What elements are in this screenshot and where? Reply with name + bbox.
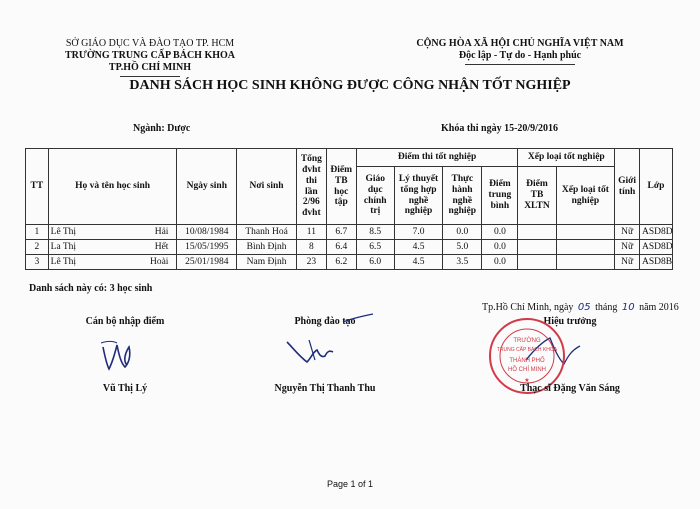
col-rank: Xếp loại tốt nghiệp (556, 167, 615, 225)
cell-politics: 6.0 (356, 255, 394, 270)
col-group-exam: Điểm thi tốt nghiệp (356, 149, 518, 167)
cell-avg: 0.0 (482, 240, 518, 255)
place-date (482, 302, 679, 313)
cell-rank (556, 240, 615, 255)
svg-text:TRUNG CẤP BÁCH KHOA: TRUNG CẤP BÁCH KHOA (496, 347, 558, 353)
cell-first-name: Hết (154, 241, 169, 252)
cell-credits: 11 (296, 225, 326, 240)
office-signature (283, 312, 378, 372)
cell-avg: 0.0 (482, 255, 518, 270)
cell-place: Thanh Hoá (237, 225, 297, 240)
cell-credits: 23 (296, 255, 326, 270)
org-line-3: TP.HỒ CHÍ MINH (108, 62, 192, 73)
exam-period: Khóa thi ngày 15-20/9/2016 (441, 123, 558, 134)
nation-line-2: Độc lập - Tự do - Hạnh phúc (458, 50, 582, 61)
org-line-2: TRƯỜNG TRUNG CẤP BÁCH KHOA (64, 50, 235, 61)
cell-dob: 25/01/1984 (177, 255, 237, 270)
cell-dob: 15/05/1995 (177, 240, 237, 255)
col-credits: Tổng đvht thi lần 2/96 đvht (296, 149, 326, 225)
col-gender: Giới tính (615, 149, 640, 225)
col-xltn: Điểm TB XLTN (518, 167, 556, 225)
col-practice: Thực hành nghề nghiệp (443, 167, 482, 225)
clerk-name: Vũ Thị Lý (102, 383, 148, 394)
cell-place: Bình Định (237, 240, 297, 255)
cell-place: Nam Định (237, 255, 297, 270)
nation-underline (465, 64, 575, 65)
cell-name (48, 225, 177, 240)
clerk-title: Cán bộ nhập điểm (85, 316, 165, 327)
cell-politics: 6.5 (356, 240, 394, 255)
page-title: DANH SÁCH HỌC SINH KHÔNG ĐƯỢC CÔNG NHẬN TỐT NGHIỆP (129, 78, 571, 93)
org-line-1: SỞ GIÁO DỤC VÀ ĐÀO TẠO TP. HCM (65, 38, 235, 49)
col-theory: Lý thuyết tổng hợp nghề nghiệp (394, 167, 442, 225)
office-name: Nguyễn Thị Thanh Thu (274, 383, 376, 394)
cell-tt: 2 (26, 240, 49, 255)
cell-rank (556, 255, 615, 270)
cell-xltn (518, 240, 556, 255)
cell-politics: 8.5 (356, 225, 394, 240)
col-group-rank: Xếp loại tốt nghiệp (518, 149, 615, 167)
major-label: Ngành: Dược (133, 123, 191, 134)
office-title: Phòng đào tạo (294, 316, 356, 327)
cell-tt: 3 (26, 255, 49, 270)
cell-gender: Nữ (615, 255, 640, 270)
svg-text:TRƯỜNG: TRƯỜNG (513, 338, 541, 344)
cell-last-name: La Thị (50, 241, 77, 252)
cell-rank (556, 225, 615, 240)
cell-name (48, 255, 177, 270)
col-name: Họ và tên học sinh (48, 149, 177, 225)
place-date-month-word: tháng (595, 302, 618, 313)
place-date-prefix: Tp.Hồ Chí Minh, ngày (482, 302, 574, 313)
cell-gpa: 6.7 (326, 225, 356, 240)
col-politics: Giáo dục chính trị (356, 167, 394, 225)
svg-text:THÀNH PHỐ: THÀNH PHỐ (509, 358, 545, 364)
cell-last-name: Lê Thị (50, 256, 77, 267)
cell-gender: Nữ (615, 240, 640, 255)
col-tt: TT (26, 149, 49, 225)
cell-name (48, 240, 177, 255)
cell-first-name: Hoài (149, 256, 169, 267)
col-dob: Ngày sinh (177, 149, 237, 225)
cell-theory: 4.5 (394, 240, 442, 255)
cell-class: ASD8D (639, 225, 672, 240)
cell-class: ASD8B (639, 255, 672, 270)
org-underline (120, 76, 180, 77)
cell-tt: 1 (26, 225, 49, 240)
cell-first-name: Hải (154, 226, 169, 237)
principal-name: Thạc sĩ Đặng Văn Sáng (520, 383, 620, 394)
col-class: Lớp (639, 149, 672, 225)
page-footer: Page 1 of 1 (326, 479, 374, 489)
results-table (25, 148, 673, 270)
svg-text:★: ★ (524, 378, 530, 384)
cell-practice: 0.0 (443, 225, 482, 240)
clerk-signature (95, 335, 140, 375)
summary-text: Danh sách này có: 3 học sinh (29, 283, 153, 294)
cell-dob: 10/08/1984 (177, 225, 237, 240)
cell-xltn (518, 225, 556, 240)
cell-xltn (518, 255, 556, 270)
col-gpa: Điểm TB học tập (326, 149, 356, 225)
cell-practice: 5.0 (443, 240, 482, 255)
cell-theory: 7.0 (394, 225, 442, 240)
cell-gpa: 6.2 (326, 255, 356, 270)
place-date-year: năm 2016 (639, 302, 679, 313)
col-avg: Điểm trung bình (482, 167, 518, 225)
place-date-day: 05 (577, 302, 591, 313)
principal-title: Hiệu trưởng (543, 316, 597, 327)
cell-credits: 8 (296, 240, 326, 255)
table-row (26, 255, 673, 270)
cell-avg: 0.0 (482, 225, 518, 240)
cell-class: ASD8D (639, 240, 672, 255)
place-date-month: 10 (621, 302, 635, 313)
table-row (26, 240, 673, 255)
svg-text:HỒ CHÍ MINH: HỒ CHÍ MINH (508, 367, 546, 373)
cell-last-name: Lê Thị (50, 226, 77, 237)
table-row (26, 225, 673, 240)
nation-line-1: CỘNG HÒA XÃ HỘI CHỦ NGHĨA VIỆT NAM (416, 38, 624, 49)
cell-practice: 3.5 (443, 255, 482, 270)
cell-theory: 4.5 (394, 255, 442, 270)
cell-gender: Nữ (615, 225, 640, 240)
col-birthplace: Nơi sinh (237, 149, 297, 225)
cell-gpa: 6.4 (326, 240, 356, 255)
